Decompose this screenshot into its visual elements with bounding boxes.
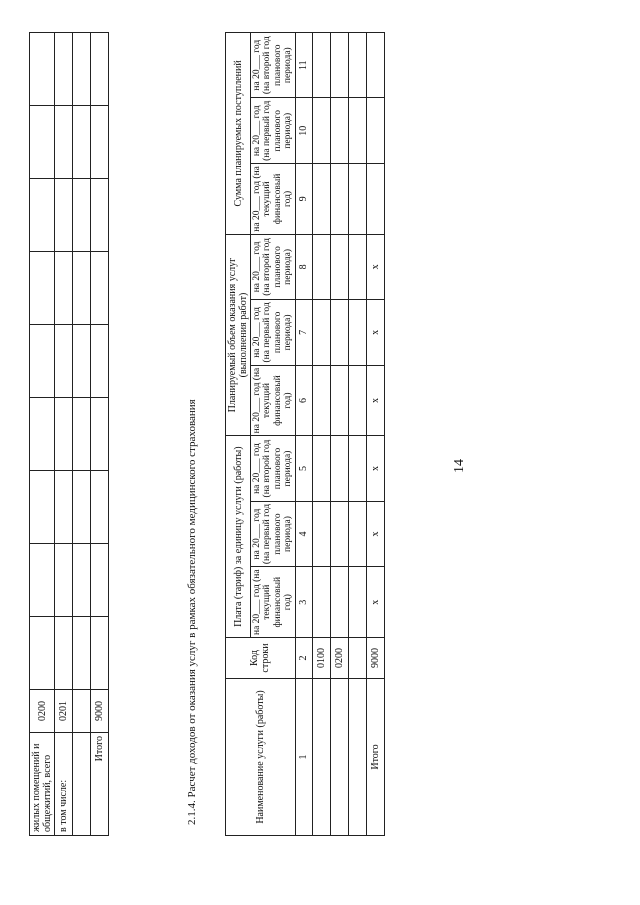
- table-row: [30, 33, 55, 836]
- column-number: 2: [295, 638, 312, 679]
- table-cell: [55, 544, 73, 617]
- table-cell: [312, 567, 330, 638]
- table-cell: [330, 33, 348, 98]
- row-name: жилых помещений и общежитий, всего: [30, 733, 55, 836]
- table-cell: [312, 365, 330, 436]
- table-cell: [30, 544, 55, 617]
- table-cell: [55, 398, 73, 471]
- column-number: 10: [295, 98, 312, 164]
- table-cell: [73, 617, 91, 690]
- upper-table: [29, 32, 109, 836]
- table-cell: [312, 501, 330, 567]
- row-code: 9000: [91, 690, 109, 733]
- table-cell: [366, 33, 384, 98]
- section-caption: 2.1.4. Расчет доходов от оказания услуг в рамках обязательного медицинского страхования: [186, 399, 198, 825]
- table-row: [330, 33, 348, 836]
- column-number: 5: [295, 436, 312, 501]
- subheader-second-plan-year: на 20___ год (на второй год планового периода): [251, 436, 296, 501]
- table-cell: [55, 471, 73, 544]
- row-name: [330, 679, 348, 836]
- table-cell: [73, 471, 91, 544]
- table-cell: [73, 544, 91, 617]
- column-number: 3: [295, 567, 312, 638]
- table-cell: [30, 325, 55, 398]
- table-cell: [73, 733, 91, 836]
- row-code: [348, 638, 366, 679]
- column-number: 8: [295, 234, 312, 299]
- table-cell: [91, 252, 109, 325]
- table-cell: x: [366, 436, 384, 501]
- table-cell: [348, 234, 366, 299]
- table-cell: [91, 471, 109, 544]
- table-cell: [348, 33, 366, 98]
- header-tariff: Плата (тариф) за единицу услуги (работы): [226, 436, 251, 638]
- table-cell: [55, 33, 73, 106]
- table-cell: [312, 98, 330, 164]
- subheader-second-plan-year: на 20___ год (на второй год планового периода): [251, 234, 296, 299]
- table-cell: [55, 106, 73, 179]
- table-cell: [30, 252, 55, 325]
- table-cell: [348, 365, 366, 436]
- table-row: [91, 33, 109, 836]
- row-code: 0100: [312, 638, 330, 679]
- table-cell: [348, 501, 366, 567]
- table-cell: [348, 98, 366, 164]
- column-number: 1: [295, 679, 312, 836]
- table-cell: x: [366, 501, 384, 567]
- oms-income-table: [225, 32, 385, 836]
- table-cell: [312, 33, 330, 98]
- row-code: 0201: [55, 690, 73, 733]
- header-service-name: Наименование услуги (работы): [226, 679, 296, 836]
- table-cell: [330, 567, 348, 638]
- table-cell: [73, 325, 91, 398]
- table-cell: [73, 690, 91, 733]
- table-cell: [30, 471, 55, 544]
- table-cell: [30, 33, 55, 106]
- table-cell: [312, 234, 330, 299]
- column-number: 11: [295, 33, 312, 98]
- header-row-code: Код строки: [226, 638, 296, 679]
- row-name: [348, 679, 366, 836]
- table-cell: [91, 617, 109, 690]
- table-cell: [330, 234, 348, 299]
- table-cell: [330, 436, 348, 501]
- column-number: 9: [295, 164, 312, 235]
- table-cell: x: [366, 234, 384, 299]
- table-cell: [55, 325, 73, 398]
- header-volume: Планируемый объем оказания услуг (выполнения работ): [226, 234, 251, 436]
- row-name: в том числе:: [55, 733, 73, 836]
- table-cell: x: [366, 567, 384, 638]
- table-cell: [55, 252, 73, 325]
- table-cell: [312, 436, 330, 501]
- subheader-first-plan-year: на 20___ год (на первый год планового периода): [251, 501, 296, 567]
- table-cell: [73, 179, 91, 252]
- table-cell: [91, 325, 109, 398]
- table-cell: [30, 106, 55, 179]
- table-cell: [330, 164, 348, 235]
- table-cell: [330, 501, 348, 567]
- page-number: 14: [452, 459, 467, 473]
- table-cell: [348, 164, 366, 235]
- row-code: 9000: [366, 638, 384, 679]
- table-cell: [73, 33, 91, 106]
- table-row: [348, 33, 366, 836]
- table-cell: x: [366, 300, 384, 366]
- table-cell: [312, 300, 330, 366]
- total-label: Итого: [91, 733, 109, 836]
- table-cell: [91, 33, 109, 106]
- table-cell: [348, 300, 366, 366]
- column-number: 7: [295, 300, 312, 366]
- table-cell: [366, 164, 384, 235]
- table-cell: [30, 179, 55, 252]
- subheader-current-year: на 20___ год (на текущий финансовый год): [251, 164, 296, 235]
- table-cell: [73, 398, 91, 471]
- header-sum: Сумма планируемых поступлений: [226, 33, 251, 235]
- column-number-row: [295, 33, 312, 836]
- table-cell: [73, 252, 91, 325]
- table-row: [73, 33, 91, 836]
- table-cell: [30, 617, 55, 690]
- row-code: 0200: [330, 638, 348, 679]
- table-cell: [91, 398, 109, 471]
- table-cell: [91, 179, 109, 252]
- table-cell: [348, 436, 366, 501]
- subheader-second-plan-year: на 20___ год (на второй год планового периода): [251, 33, 296, 98]
- subheader-first-plan-year: на 20___ год (на первый год планового периода): [251, 98, 296, 164]
- table-cell: [312, 164, 330, 235]
- table-cell: [55, 617, 73, 690]
- header-row: [226, 33, 251, 836]
- table-cell: x: [366, 365, 384, 436]
- table-cell: [330, 300, 348, 366]
- subheader-current-year: на 20___ год (на текущий финансовый год): [251, 567, 296, 638]
- table-cell: [91, 106, 109, 179]
- table-cell: [91, 544, 109, 617]
- row-name: [312, 679, 330, 836]
- table-cell: [30, 398, 55, 471]
- table-row: [55, 33, 73, 836]
- table-cell: [73, 106, 91, 179]
- table-cell: [55, 179, 73, 252]
- table-cell: [330, 98, 348, 164]
- row-code: 0200: [30, 690, 55, 733]
- total-label: Итого: [366, 679, 384, 836]
- table-row: [366, 33, 384, 836]
- table-cell: [348, 567, 366, 638]
- column-number: 4: [295, 501, 312, 567]
- column-number: 6: [295, 365, 312, 436]
- table-row: [312, 33, 330, 836]
- subheader-first-plan-year: на 20___ год (на первый год планового периода): [251, 300, 296, 366]
- table-cell: [330, 365, 348, 436]
- subheader-current-year: на 20___ год (на текущий финансовый год): [251, 365, 296, 436]
- table-cell: [366, 98, 384, 164]
